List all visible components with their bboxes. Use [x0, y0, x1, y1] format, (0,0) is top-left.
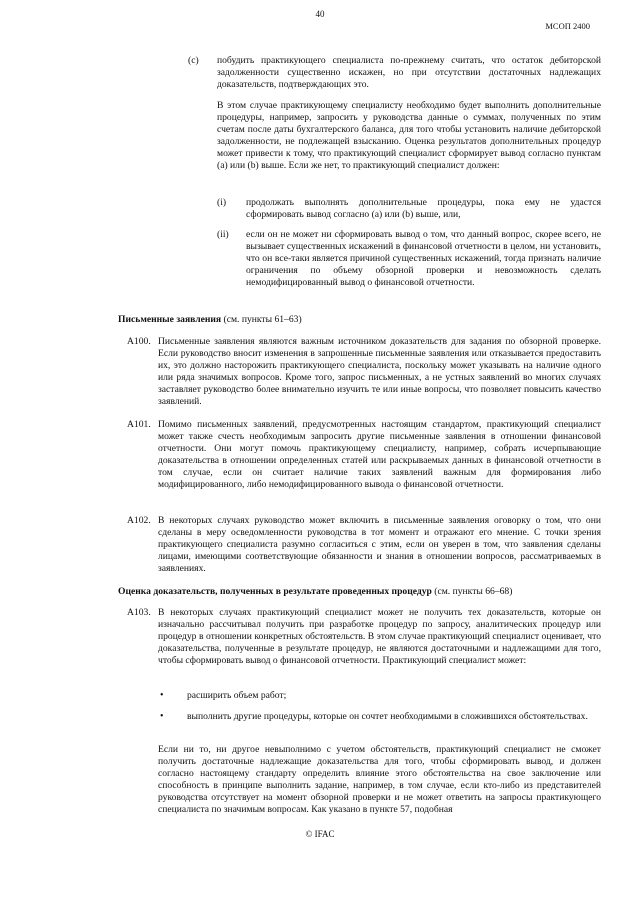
paragraph-a102: В некоторых случаях руководство может включить в письменные заявления оговорку о том, что они сделаны в меру осведомленности руководства в тот момент и отражают его мнение. С точки зрения практикующего специалиста разумно согласиться с этим, если он уверен в том, что заявления сделаны лицами, имеющими соответствующие обязанности и знания в отношении вопросов, рассматриваемых в заявлениях. [158, 515, 601, 574]
section-heading-written [118, 314, 302, 326]
paragraph-label: A100. [127, 336, 151, 347]
paragraph-a100: Письменные заявления являются важным источником доказательств для задания по обзорной проверке. Если руководство вносит изменения в запрошенные письменные заявления или отказывается предоставить их, это должно насторожить практикующего специалиста, поскольку может указывать на наличие одного или ряда значимых вопросов. Кроме того, запрос письменных, а не устных заявлений во многих случаях заставляет руководство более внимательно изучить те или иные вопросы, что позволяет повысить качество заявлений. [158, 336, 601, 407]
section-heading-evaluation [118, 586, 512, 598]
bullet-marker: • [160, 711, 164, 722]
item-c-label: (c) [188, 55, 199, 66]
paragraph-label: A103. [127, 607, 151, 618]
subitem-ii-text: если он не может ни сформировать вывод о том, что данный вопрос, скорее всего, не вызывает существенных искажений в финансовой отчетности в целом, ни установить, что он все-таки является причиной существенных искажений, тогда признать наличие ограничения по объему обзорной проверки и невозможность сделать немодифицированный вывод о финансовой отчетности. [246, 229, 601, 288]
section-ref: (см. пункты 61–63) [221, 314, 302, 325]
subitem-i-label: (i) [217, 197, 227, 208]
item-c-paragraph: В этом случае практикующему специалисту необходимо будет выполнить дополнительные процедуры, например, запросить у руководства данные о суммах, полученных по этим счетам после даты бухгалтерского баланса, для того чтобы установить наличие дебиторской задолженности, не подлежащей взысканию. Оценка результатов дополнительных процедур может привести к тому, что практикующий специалист сформирует вывод согласно пунктам (a) или (b) выше. Если же нет, то практикующий специалист должен: [217, 100, 601, 171]
bullet-marker: • [160, 690, 164, 701]
paragraph-a101: Помимо письменных заявлений, предусмотренных настоящим стандартом, практикующий специалист может также счесть необходимым запросить другие письменные заявления в отношении финансовой отчетности. Они могут помочь практикующему специалисту, например, собрать исчерпывающие доказательства в отношении определенных статей или раскрываемых данных в финансовой отчетности в том случае, если он считает наличие таких заявлений важным для формирования либо модифицированного, либо немодифицированного вывода о финансовой отчетности. [158, 419, 601, 490]
paragraph-a103: В некоторых случаях практикующий специалист может не получить тех доказательств, которые он изначально рассчитывал получить при разработке процедур по запросу, аналитических процедур или процедур в отношении конкретных обстоятельств. В этом случае практикующий специалист оценивает, что доказательства, полученные в результате процедур, не являются достаточными и надлежащими для того, чтобы сформировать вывод о финансовой отчетности. Практикующий специалист может: [158, 607, 601, 666]
paragraph-label: A102. [127, 515, 151, 526]
section-ref: (см. пункты 66–68) [431, 586, 513, 597]
page-number: 40 [315, 9, 325, 19]
bullet-item: выполнить другие процедуры, которые он сочтет необходимыми в сложившихся обстоятельствах. [187, 711, 588, 722]
paragraph-label: A101. [127, 419, 151, 430]
section-title: Письменные заявления [118, 314, 222, 325]
closing-paragraph: Если ни то, ни другое невыполнимо с учетом обстоятельств, практикующий специалист не сможет получить достаточные надлежащие доказательства для того, чтобы сформировать вывод, и должен согласно настоящему стандарту определить влияние этого обстоятельства на свое заключение или способность в принципе выполнить задание, например, в том случае, если кто-либо из представителей руководства отсутствует на момент обзорной проверки и не может ответить на запросы практикующего специалиста по значимым вопросам. Как указано в пункте 57, подобная [158, 744, 601, 815]
bullet-item: расширить объем работ; [187, 690, 287, 701]
footer-copyright: © IFAC [305, 829, 335, 839]
item-c-text: побудить практикующего специалиста по-прежнему считать, что остаток дебиторской задолженности существенно искажен, но при отсутствии достаточных надлежащих доказательств, подтверждающих это. [217, 55, 601, 90]
subitem-i-text: продолжать выполнять дополнительные процедуры, пока ему не удастся сформировать вывод согласно (a) или (b) выше, или, [246, 197, 601, 220]
section-title: Оценка доказательств, полученных в результате проведенных процедур [118, 586, 432, 597]
subitem-ii-label: (ii) [217, 229, 229, 240]
standard-label: МСОП 2400 [545, 21, 590, 31]
